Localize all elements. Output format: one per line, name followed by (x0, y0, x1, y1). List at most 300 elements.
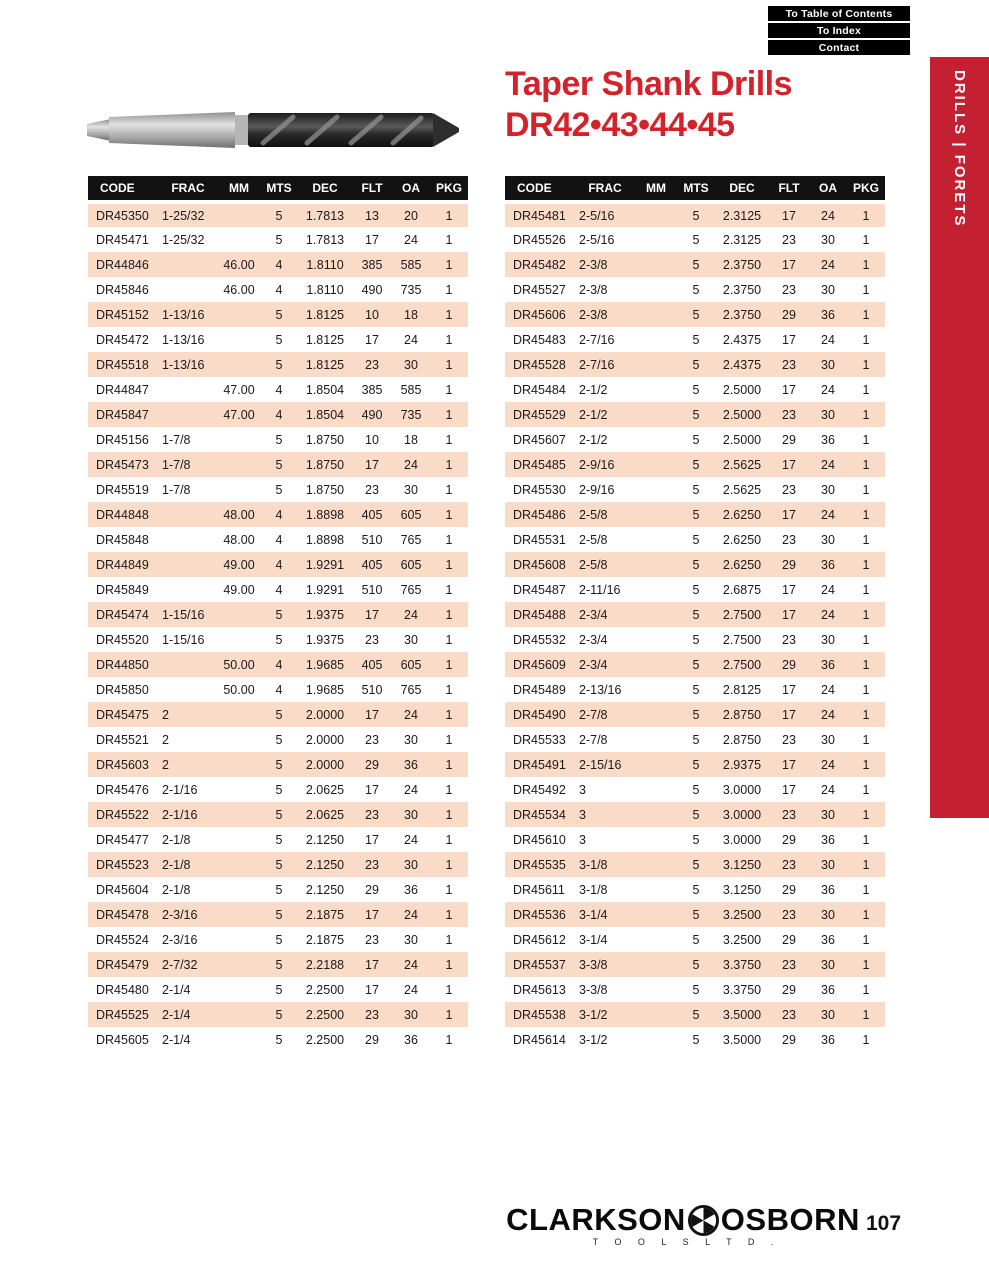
cell-dec: 1.9375 (305, 632, 345, 647)
cell-oa: 36 (404, 882, 418, 897)
table-row (505, 477, 885, 502)
cell-dec: 1.9291 (305, 557, 345, 572)
cell-flt: 17 (365, 707, 379, 722)
cell-pkg: 1 (862, 432, 870, 447)
cell-mm (635, 852, 677, 877)
table-row (88, 1002, 468, 1027)
cell-oa: 24 (821, 582, 835, 597)
cell-pkg: 1 (445, 632, 453, 647)
column-header-flt: FLT (769, 176, 809, 202)
cell-code: DR45483 (513, 332, 566, 347)
product-table-right (505, 176, 885, 1052)
cell-frac: 2-3/4 (579, 657, 608, 672)
cell-dec: 1.9375 (305, 607, 345, 622)
column-header-dec: DEC (715, 176, 769, 202)
cell-mts: 5 (692, 782, 700, 797)
cell-flt: 17 (782, 382, 796, 397)
cell-mts: 5 (692, 1032, 700, 1047)
cell-frac: 1-7/8 (162, 432, 191, 447)
cell-mts: 5 (692, 632, 700, 647)
cell-code: DR45610 (513, 832, 566, 847)
cell-code: DR45525 (96, 1007, 149, 1022)
cell-dec: 2.6875 (722, 582, 762, 597)
cell-flt: 23 (365, 932, 379, 947)
cell-code: DR44850 (96, 657, 149, 672)
column-header-mts: MTS (260, 176, 298, 202)
cell-pkg: 1 (445, 382, 453, 397)
cell-oa: 30 (821, 857, 835, 872)
nav-contact-button[interactable]: Contact (768, 40, 910, 55)
cell-dec: 1.8110 (306, 257, 344, 272)
cell-dec: 1.9291 (305, 582, 345, 597)
cell-code: DR45613 (513, 982, 566, 997)
cell-mts: 5 (275, 357, 283, 372)
cell-code: DR45484 (513, 382, 566, 397)
table-row (88, 527, 468, 552)
cell-mm (635, 602, 677, 627)
cell-pkg: 1 (445, 657, 453, 672)
cell-flt: 17 (782, 782, 796, 797)
cell-mts: 5 (275, 432, 283, 447)
cell-oa: 24 (404, 832, 418, 847)
cell-oa: 24 (404, 907, 418, 922)
cell-mm: 46.00 (223, 282, 255, 297)
cell-oa: 18 (404, 307, 418, 322)
table-row (505, 552, 885, 577)
cell-frac: 3-1/4 (579, 907, 608, 922)
cell-flt: 23 (782, 282, 796, 297)
cell-mm (635, 327, 677, 352)
cell-mts: 5 (275, 907, 283, 922)
cell-mm (635, 1002, 677, 1027)
cell-mts: 5 (275, 857, 283, 872)
cell-mts: 5 (692, 257, 700, 272)
cell-mts: 5 (692, 507, 700, 522)
cell-mm (218, 202, 260, 227)
cell-code: DR45527 (513, 282, 566, 297)
cell-dec: 2.7500 (722, 632, 762, 647)
cell-code: DR45522 (96, 807, 149, 822)
cell-frac: 1-7/8 (162, 457, 191, 472)
cell-oa: 735 (400, 407, 422, 422)
cell-pkg: 1 (445, 282, 453, 297)
cell-flt: 17 (365, 907, 379, 922)
cell-flt: 29 (782, 882, 796, 897)
cell-mts: 5 (692, 857, 700, 872)
column-header-code: CODE (505, 176, 575, 202)
cell-dec: 2.9375 (722, 757, 762, 772)
table-row (505, 652, 885, 677)
cell-mm (635, 1027, 677, 1052)
cell-flt: 23 (782, 907, 796, 922)
cell-mts: 4 (275, 557, 283, 572)
table-row (505, 602, 885, 627)
cell-flt: 23 (365, 857, 379, 872)
table-row (505, 877, 885, 902)
cell-mts: 5 (275, 632, 283, 647)
table-row (88, 777, 468, 802)
cell-mm (218, 1002, 260, 1027)
cell-oa: 30 (404, 807, 418, 822)
cell-dec: 2.5625 (722, 482, 762, 497)
table-row (505, 827, 885, 852)
cell-flt: 23 (782, 632, 796, 647)
cell-dec: 2.1250 (305, 832, 345, 847)
cell-frac: 1-25/32 (162, 208, 205, 223)
cell-frac: 2-11/16 (579, 582, 621, 597)
cell-flt: 17 (365, 332, 379, 347)
cell-mts: 4 (275, 282, 283, 297)
cell-frac: 2-3/8 (579, 307, 608, 322)
cell-dec: 1.8110 (306, 282, 344, 297)
column-header-mm: MM (218, 176, 260, 202)
table-row (88, 352, 468, 377)
table-row (505, 502, 885, 527)
table-row (88, 702, 468, 727)
column-header-mts: MTS (677, 176, 715, 202)
cell-frac: 3-1/4 (579, 932, 608, 947)
cell-pkg: 1 (445, 607, 453, 622)
cell-oa: 585 (400, 382, 422, 397)
cell-flt: 17 (365, 832, 379, 847)
cell-mts: 5 (692, 832, 700, 847)
cell-oa: 30 (404, 482, 418, 497)
cell-oa: 30 (821, 732, 835, 747)
cell-code: DR45487 (513, 582, 566, 597)
cell-mm (218, 902, 260, 927)
cell-code: DR44846 (96, 257, 149, 272)
cell-mm (635, 227, 677, 252)
cell-pkg: 1 (862, 632, 870, 647)
cell-mm (218, 452, 260, 477)
cell-flt: 405 (361, 557, 383, 572)
cell-flt: 510 (361, 582, 383, 597)
cell-mm: 46.00 (223, 257, 255, 272)
cell-code: DR45531 (513, 532, 566, 547)
cell-frac: 2-1/2 (579, 407, 608, 422)
cell-frac: 2 (162, 707, 169, 722)
cell-flt: 29 (782, 557, 796, 572)
cell-oa: 585 (400, 257, 422, 272)
cell-oa: 24 (821, 507, 835, 522)
cell-code: DR45523 (96, 857, 149, 872)
cell-pkg: 1 (445, 582, 453, 597)
cell-mm (218, 702, 260, 727)
cell-frac: 2-1/8 (162, 857, 191, 872)
cell-code: DR45476 (96, 782, 149, 797)
cell-pkg: 1 (862, 307, 870, 322)
cell-code: DR44848 (96, 507, 149, 522)
cell-code: DR45482 (513, 257, 566, 272)
cell-oa: 36 (404, 1032, 418, 1047)
cell-mts: 5 (692, 807, 700, 822)
cell-code: DR45477 (96, 832, 149, 847)
cell-frac (158, 377, 218, 402)
cell-code: DR45612 (513, 932, 566, 947)
cell-mm (218, 927, 260, 952)
cell-pkg: 1 (862, 607, 870, 622)
cell-flt: 510 (361, 682, 383, 697)
cell-flt: 29 (365, 1032, 379, 1047)
cell-pkg: 1 (445, 1032, 453, 1047)
cell-oa: 24 (821, 707, 835, 722)
cell-dec: 2.3750 (722, 257, 762, 272)
cell-pkg: 1 (862, 407, 870, 422)
table-header-row (88, 176, 468, 202)
cell-code: DR45849 (96, 582, 149, 597)
cell-oa: 30 (404, 357, 418, 372)
cell-pkg: 1 (862, 882, 870, 897)
cell-oa: 30 (821, 807, 835, 822)
cell-frac: 2-3/4 (579, 607, 608, 622)
table-row (88, 977, 468, 1002)
cell-mm (218, 852, 260, 877)
cell-frac: 2 (162, 757, 169, 772)
cell-pkg: 1 (862, 457, 870, 472)
table-row (505, 702, 885, 727)
cell-frac: 2-7/8 (579, 707, 608, 722)
cell-flt: 29 (782, 1032, 796, 1047)
cell-dec: 1.9685 (305, 657, 345, 672)
cell-flt: 510 (361, 532, 383, 547)
cell-pkg: 1 (445, 807, 453, 822)
cell-code: DR45473 (96, 457, 149, 472)
cell-frac (158, 552, 218, 577)
cell-dec: 3.3750 (722, 982, 762, 997)
table-row (88, 227, 468, 252)
table-row (88, 377, 468, 402)
cell-flt: 23 (782, 957, 796, 972)
cell-pkg: 1 (862, 932, 870, 947)
cell-frac: 2-5/16 (579, 208, 615, 223)
table-row (505, 577, 885, 602)
table-row (88, 927, 468, 952)
table-row (88, 802, 468, 827)
cell-mm (218, 352, 260, 377)
cell-pkg: 1 (445, 482, 453, 497)
cell-mm (635, 752, 677, 777)
cell-frac (158, 677, 218, 702)
cell-frac: 3-1/2 (579, 1007, 608, 1022)
brand-emblem-icon (687, 1204, 720, 1237)
cell-oa: 24 (821, 782, 835, 797)
cell-mm: 49.00 (223, 582, 255, 597)
cell-pkg: 1 (445, 208, 453, 223)
cell-mm (635, 302, 677, 327)
cell-frac: 2-3/8 (579, 257, 608, 272)
cell-pkg: 1 (445, 257, 453, 272)
cell-mts: 5 (692, 957, 700, 972)
cell-flt: 23 (365, 1007, 379, 1022)
cell-frac: 2-1/4 (162, 1032, 191, 1047)
cell-oa: 30 (821, 632, 835, 647)
table-row (505, 252, 885, 277)
cell-mm: 47.00 (223, 382, 255, 397)
cell-mts: 4 (275, 382, 283, 397)
cell-mm (635, 277, 677, 302)
cell-mts: 4 (275, 532, 283, 547)
cell-pkg: 1 (862, 732, 870, 747)
cell-flt: 29 (782, 432, 796, 447)
cell-flt: 17 (782, 757, 796, 772)
cell-code: DR45529 (513, 407, 566, 422)
cell-oa: 24 (404, 982, 418, 997)
cell-dec: 3.1250 (722, 882, 762, 897)
cell-dec: 1.7813 (305, 208, 345, 223)
cell-dec: 2.1875 (305, 932, 345, 947)
table-row (88, 402, 468, 427)
cell-pkg: 1 (862, 257, 870, 272)
table-row (505, 1027, 885, 1052)
cell-mts: 5 (275, 757, 283, 772)
cell-mts: 4 (275, 407, 283, 422)
cell-dec: 1.8504 (305, 382, 345, 397)
cell-frac (158, 577, 218, 602)
cell-dec: 2.5625 (722, 457, 762, 472)
cell-dec: 2.7500 (722, 607, 762, 622)
cell-mm (635, 402, 677, 427)
cell-mm (635, 927, 677, 952)
nav-to-index-button[interactable]: To Index (768, 23, 910, 38)
cell-frac: 1-7/8 (162, 482, 191, 497)
cell-frac: 3-3/8 (579, 982, 608, 997)
cell-flt: 17 (365, 607, 379, 622)
cell-mm (635, 952, 677, 977)
table-row (88, 427, 468, 452)
cell-flt: 17 (782, 607, 796, 622)
cell-flt: 17 (782, 457, 796, 472)
cell-pkg: 1 (445, 882, 453, 897)
cell-code: DR45524 (96, 932, 149, 947)
cell-dec: 1.8750 (305, 432, 345, 447)
table-row (88, 202, 468, 227)
cell-dec: 3.5000 (722, 1007, 762, 1022)
cell-oa: 30 (821, 907, 835, 922)
cell-dec: 2.1250 (305, 857, 345, 872)
table-row (505, 202, 885, 227)
table-row (505, 277, 885, 302)
cell-pkg: 1 (862, 532, 870, 547)
cell-mm (635, 902, 677, 927)
cell-code: DR45491 (513, 757, 566, 772)
cell-frac: 2 (162, 732, 169, 747)
cell-pkg: 1 (445, 832, 453, 847)
cell-code: DR45481 (513, 208, 566, 223)
cell-flt: 13 (365, 208, 379, 223)
cell-mts: 5 (692, 332, 700, 347)
cell-frac: 2-15/16 (579, 757, 622, 772)
cell-mm (635, 202, 677, 227)
cell-pkg: 1 (862, 682, 870, 697)
cell-oa: 605 (400, 657, 422, 672)
cell-dec: 1.8750 (305, 457, 345, 472)
cell-code: DR44849 (96, 557, 149, 572)
cell-mm: 48.00 (223, 532, 255, 547)
cell-pkg: 1 (862, 332, 870, 347)
cell-frac: 2-13/16 (579, 682, 622, 697)
cell-frac: 2-5/8 (579, 557, 608, 572)
cell-mm (218, 1027, 260, 1052)
table-row (88, 302, 468, 327)
cell-mm (218, 802, 260, 827)
cell-dec: 3.0000 (722, 807, 762, 822)
cell-oa: 18 (404, 432, 418, 447)
cell-mts: 5 (275, 707, 283, 722)
cell-dec: 3.3750 (722, 957, 762, 972)
table-row (88, 752, 468, 777)
cell-dec: 2.0625 (305, 782, 345, 797)
cell-mts: 5 (692, 557, 700, 572)
cell-mm (635, 777, 677, 802)
cell-pkg: 1 (862, 557, 870, 572)
cell-code: DR45609 (513, 657, 566, 672)
cell-mm (218, 752, 260, 777)
cell-mm (635, 252, 677, 277)
cell-flt: 17 (782, 208, 796, 223)
table-row (88, 652, 468, 677)
cell-flt: 17 (365, 982, 379, 997)
nav-buttons (768, 6, 910, 55)
cell-mts: 5 (692, 432, 700, 447)
cell-frac (158, 502, 218, 527)
cell-dec: 2.8125 (722, 682, 762, 697)
taper-shank-drill-image (85, 95, 475, 165)
cell-code: DR45152 (96, 307, 149, 322)
cell-frac: 3 (579, 782, 586, 797)
cell-frac (158, 402, 218, 427)
cell-flt: 29 (782, 982, 796, 997)
table-row (88, 902, 468, 927)
table-row (505, 227, 885, 252)
cell-oa: 30 (821, 232, 835, 247)
cell-mts: 5 (275, 807, 283, 822)
cell-pkg: 1 (862, 1032, 870, 1047)
cell-code: DR45608 (513, 557, 566, 572)
cell-dec: 1.8898 (305, 507, 345, 522)
cell-oa: 605 (400, 507, 422, 522)
cell-mts: 4 (275, 582, 283, 597)
cell-oa: 20 (404, 208, 418, 223)
cell-code: DR45537 (513, 957, 566, 972)
cell-oa: 36 (821, 982, 835, 997)
page-title-line1: Taper Shank Drills (505, 65, 793, 103)
cell-mts: 5 (275, 457, 283, 472)
cell-oa: 765 (400, 582, 422, 597)
cell-flt: 17 (365, 232, 379, 247)
cell-dec: 2.2500 (305, 1007, 345, 1022)
nav-to-table-of-contents-button[interactable]: To Table of Contents (768, 6, 910, 21)
cell-oa: 36 (821, 932, 835, 947)
cell-dec: 1.8125 (305, 357, 345, 372)
cell-oa: 24 (821, 607, 835, 622)
cell-mts: 5 (692, 457, 700, 472)
cell-dec: 2.4375 (722, 357, 762, 372)
cell-oa: 30 (821, 957, 835, 972)
cell-dec: 1.8750 (305, 482, 345, 497)
cell-code: DR45480 (96, 982, 149, 997)
cell-mm (218, 602, 260, 627)
cell-mts: 5 (692, 907, 700, 922)
cell-flt: 23 (365, 482, 379, 497)
table-row (505, 977, 885, 1002)
cell-frac: 2-7/16 (579, 357, 615, 372)
cell-mts: 5 (275, 607, 283, 622)
cell-code: DR45475 (96, 707, 149, 722)
cell-frac (158, 252, 218, 277)
cell-mts: 5 (692, 932, 700, 947)
table-row (88, 502, 468, 527)
cell-flt: 17 (782, 507, 796, 522)
